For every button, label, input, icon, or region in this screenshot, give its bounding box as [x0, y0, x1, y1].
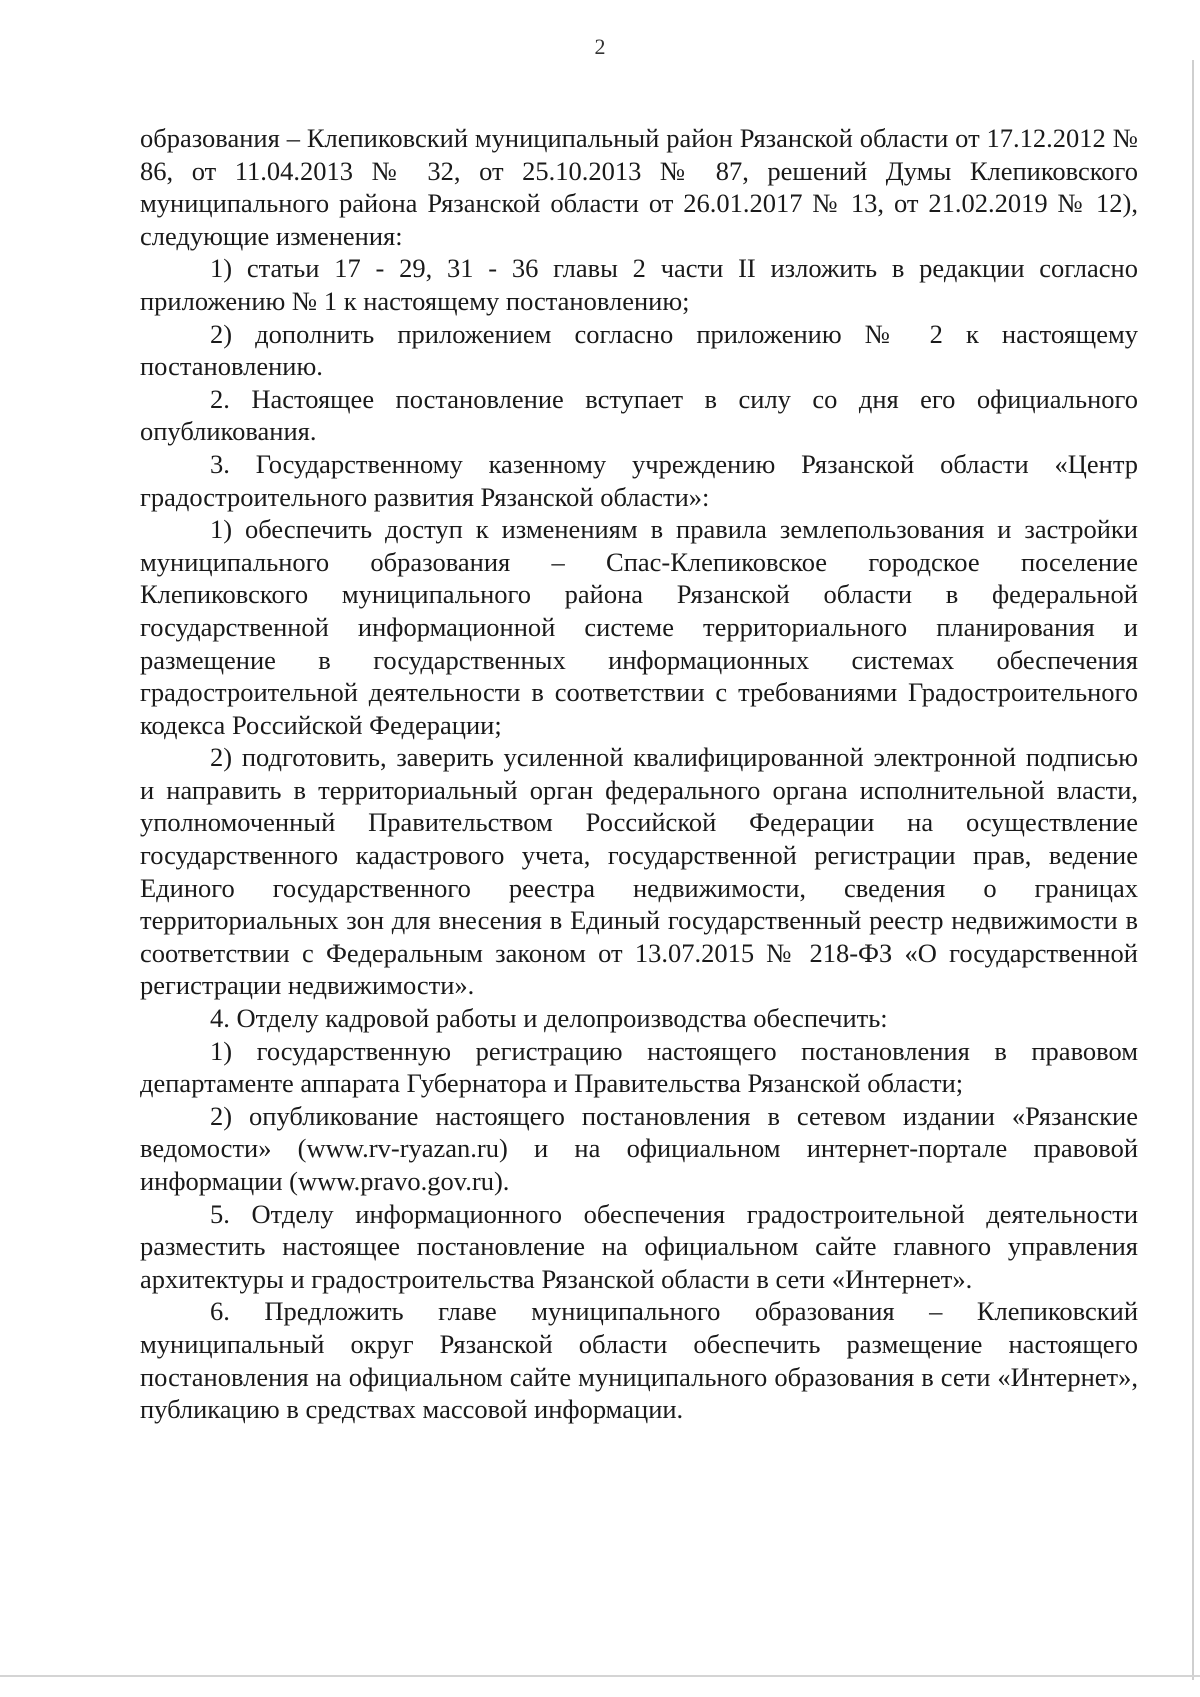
paragraph-item-4-2: 2) опубликование настоящего постановления в сетевом издании «Рязанские ведомости» (www.rv-ryazan.ru) и на официальном интернет-портале правовой информации (www.pravo.gov.ru). — [140, 1100, 1138, 1196]
paragraph-intro: образования – Клепиковский муниципальный район Рязанской области от 17.12.2012 № 86, от 11.04.2013 № 32, от 25.10.2013 № 87, решений Думы Клепиковского муниципального района Рязанской области от 26.01.2017 № 13, от 21.02.2019 № 12), следующие изменения: — [140, 123, 1138, 251]
scan-edge-bottom — [0, 1675, 1200, 1677]
document-body — [140, 122, 1138, 1426]
paragraph-item-1-2: 2) дополнить приложением согласно приложению № 2 к настоящему постановлению. — [140, 318, 1138, 382]
paragraph-item-2: 2. Настоящее постановление вступает в силу со дня его официального опубликования. — [140, 383, 1138, 447]
paragraph-item-4-1: 1) государственную регистрацию настоящего постановления в правовом департаменте аппарата Губернатора и Правительства Рязанской области; — [140, 1035, 1138, 1099]
paragraph-item-6: 6. Предложить главе муниципального образования – Клепиковский муниципальный округ Рязанской области обеспечить размещение настоящего постановления на официальном сайте муниципального образования в сети «Интернет», публикацию в средствах массовой информации. — [140, 1296, 1138, 1425]
paragraph-item-3-1: 1) обеспечить доступ к изменениям в правила землепользования и застройки муниципального образования – Спас-Клепиковское городское поселение Клепиковского муниципального района Рязанской области в федеральной государственной информационной системе территориального планирования и размещение в государственных информационных системах обеспечения градостроительной деятельности в соответствии с требованиями Градостроительного кодекса Российской Федерации; — [140, 514, 1138, 740]
paragraph-item-1-1: 1) статьи 17 - 29, 31 - 36 главы 2 части II изложить в редакции согласно приложению № 1 к настоящему постановлению; — [140, 253, 1138, 316]
paragraph-item-3-2: 2) подготовить, заверить усиленной квалифицированной электронной подписью и направить в территориальный орган федерального органа исполнительной власти, уполномоченный Правительством Российской Федерации на осуществление государственного кадастрового учета, государственной регистрации прав, ведение Единого государственного реестра недвижимости, сведения о границах территориальных зон для внесения в Единый государственный реестр недвижимости в соответствии с Федеральным законом от 13.07.2015 № 218-ФЗ «О государственной регистрации недвижимости». — [140, 742, 1138, 1001]
paragraph-item-3: 3. Государственному казенному учреждению Рязанской области «Центр градостроительного развития Рязанской области»: — [140, 448, 1138, 512]
page-number: 2 — [594, 34, 606, 59]
paragraph-item-5: 5. Отделу информационного обеспечения градостроительной деятельности разместить настоящее постановление на официальном сайте главного управления архитектуры и градостроительства Рязанской области в сети «Интернет». — [140, 1198, 1138, 1294]
paragraph-item-4: 4. Отделу кадровой работы и делопроизводства обеспечить: — [210, 1003, 888, 1034]
scan-edge-right — [1192, 60, 1194, 1680]
